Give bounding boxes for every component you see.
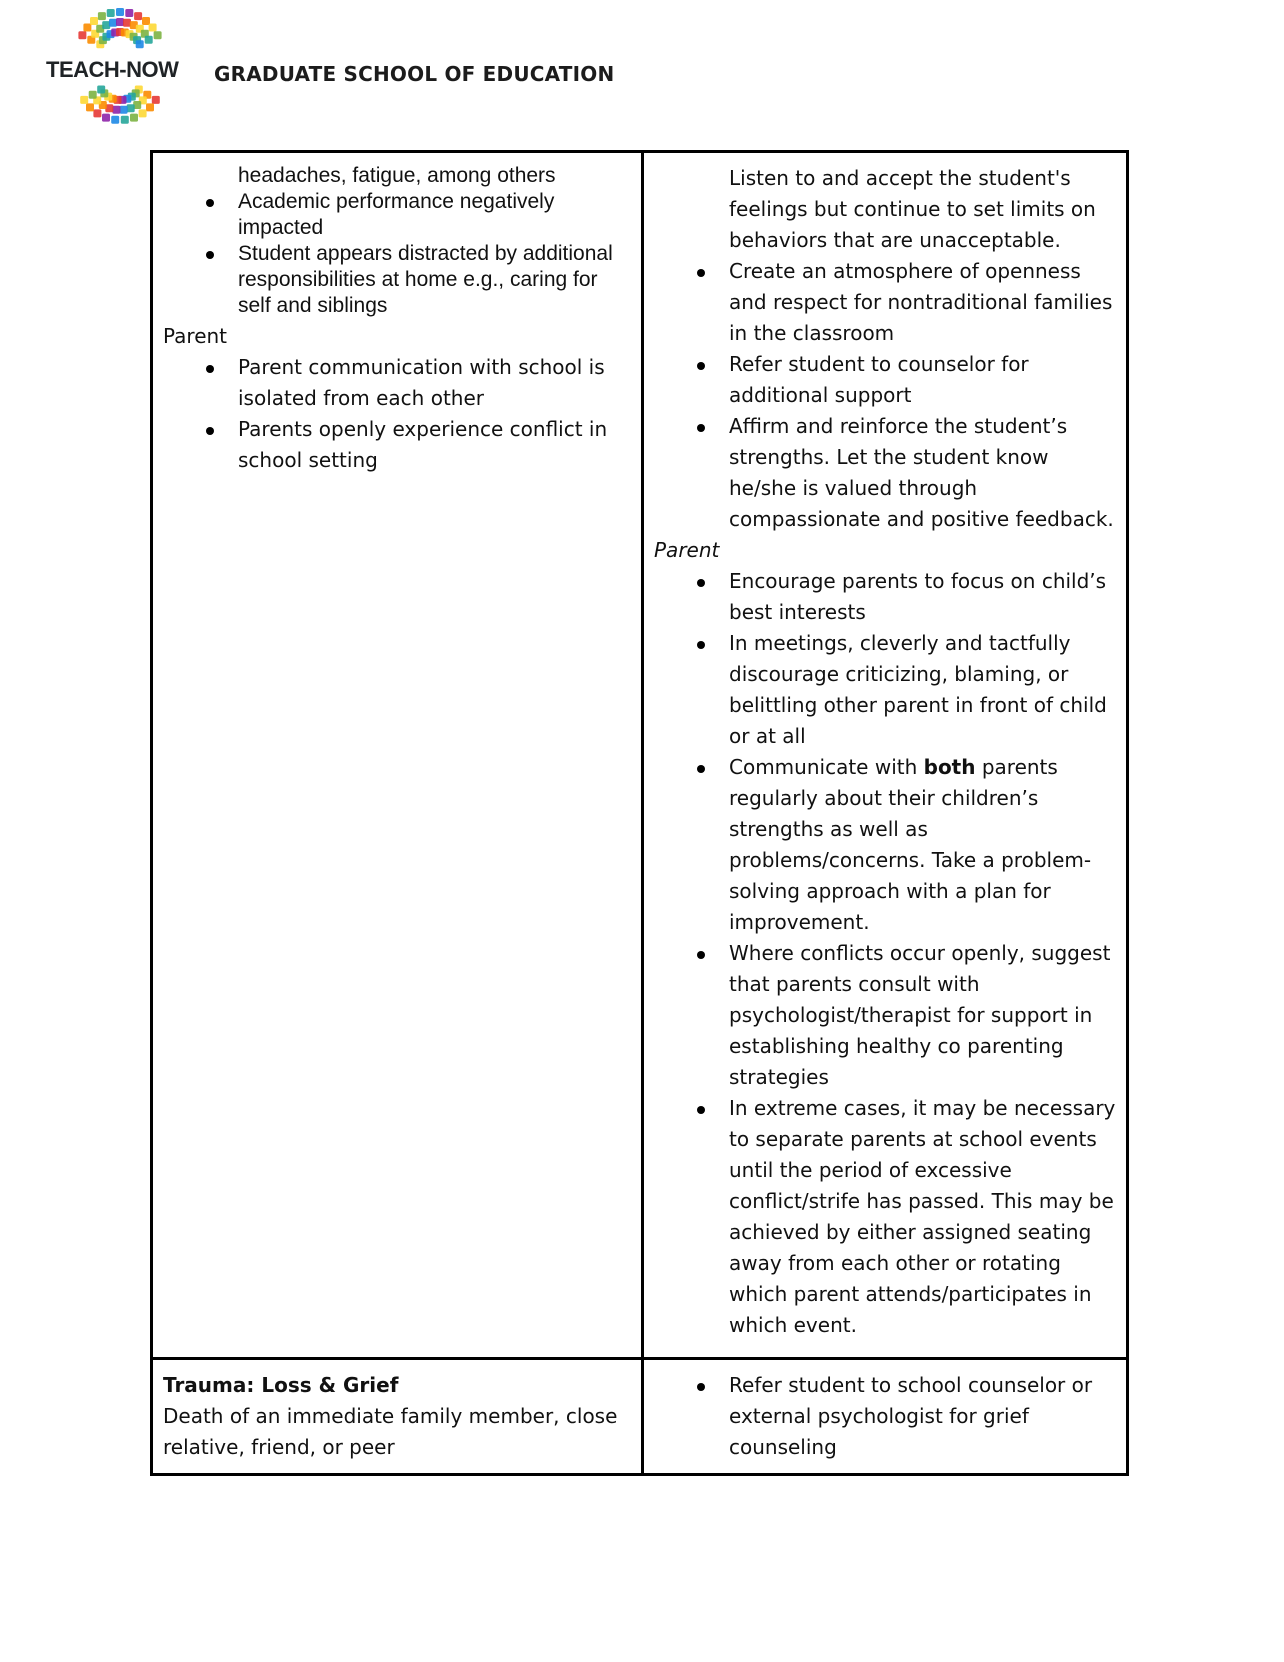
logo-tile bbox=[90, 17, 98, 25]
logo-tile bbox=[98, 12, 106, 20]
section-title: Trauma: Loss & Grief bbox=[163, 1373, 399, 1397]
logo-tile bbox=[136, 40, 144, 48]
signs-cell bbox=[152, 152, 643, 1359]
logo-tile bbox=[152, 96, 160, 104]
logo-tile bbox=[86, 103, 94, 111]
logo-tile bbox=[102, 114, 110, 122]
table-row bbox=[152, 152, 1128, 1359]
logo-tile bbox=[93, 109, 101, 117]
parent-signs-list bbox=[163, 352, 633, 476]
logo-tile bbox=[78, 31, 86, 39]
logo-tile bbox=[146, 103, 154, 111]
parent-heading: Parent bbox=[163, 324, 228, 348]
logo-tile bbox=[142, 17, 150, 25]
logo-tile bbox=[154, 31, 162, 39]
list-item: Parents openly experience conflict in school setting bbox=[163, 414, 633, 476]
logo-tile bbox=[112, 106, 120, 114]
logo-tile bbox=[83, 24, 91, 32]
trauma-strategies-cell bbox=[643, 1359, 1128, 1475]
list-item: Encourage parents to focus on child’s best interests bbox=[654, 566, 1118, 628]
brand-name: TEACH-NOW bbox=[46, 57, 179, 82]
page-header bbox=[44, 8, 644, 128]
logo-tile bbox=[116, 8, 124, 16]
logo-tile bbox=[145, 36, 153, 44]
list-item: Where conflicts occur openly, suggest that parents consult with psychologist/therapist for support in establishing healthy co parenting strategies bbox=[654, 938, 1118, 1093]
list-item: Affirm and reinforce the student’s strengths. Let the student know he/she is valued through compassionate and positive feedback. bbox=[654, 411, 1118, 535]
strategies-cell bbox=[643, 152, 1128, 1359]
logo-tile bbox=[97, 86, 105, 94]
student-strategies-list bbox=[654, 256, 1118, 535]
grief-strategies-list bbox=[654, 1370, 1118, 1463]
trauma-cell bbox=[152, 1359, 643, 1475]
logo-tile bbox=[116, 18, 124, 26]
logo-tile bbox=[134, 12, 142, 20]
list-item: In extreme cases, it may be necessary to separate parents at school events until the period of excessive conflict/strife has passed. This may be achieved by either assigned seating away from each other or rotating which parent attends/participates in which event. bbox=[654, 1093, 1118, 1341]
table-row bbox=[152, 1359, 1128, 1475]
parent-strategies-list bbox=[654, 566, 1118, 1341]
logo-tile bbox=[121, 116, 129, 124]
logo-tile bbox=[109, 19, 117, 27]
logo-tile bbox=[130, 114, 138, 122]
student-signs-list bbox=[163, 189, 633, 319]
logo-tile bbox=[80, 96, 88, 104]
list-item: Academic performance negatively impacted bbox=[163, 189, 633, 241]
emphasis-both: both bbox=[923, 755, 976, 779]
continued-text: headaches, fatigue, among others bbox=[238, 164, 556, 187]
list-item: Student appears distracted by additional responsibilities at home e.g., caring for self and siblings bbox=[163, 241, 633, 319]
list-item: Refer student to counselor for additional support bbox=[654, 349, 1118, 411]
logo-tile bbox=[149, 24, 157, 32]
list-item: In meetings, cleverly and tactfully discourage criticizing, blaming, or belittling other parent in front of child or at all bbox=[654, 628, 1118, 752]
section-description: Death of an immediate family member, close relative, friend, or peer bbox=[163, 1404, 618, 1459]
logo-tile bbox=[139, 109, 147, 117]
logo-tile bbox=[127, 104, 135, 112]
continued-text: Listen to and accept the student's feelings but continue to set limits on behaviors that are unacceptable. bbox=[729, 166, 1096, 252]
logo-tile bbox=[111, 116, 119, 124]
content-table bbox=[150, 150, 1129, 1476]
logo-tile bbox=[89, 91, 97, 99]
list-item: Refer student to school counselor or external psychologist for grief counseling bbox=[654, 1370, 1118, 1463]
logo-tile bbox=[125, 9, 133, 17]
list-item: Communicate with both parents regularly about their children’s strengths as well as problems/concerns. Take a problem-solving approach with a plan for improvement. bbox=[654, 752, 1118, 938]
logo-tile bbox=[120, 106, 128, 114]
parent-heading: Parent bbox=[654, 538, 720, 562]
school-name: GRADUATE SCHOOL OF EDUCATION bbox=[214, 62, 615, 86]
list-item: Create an atmosphere of openness and respect for nontraditional families in the classroom bbox=[654, 256, 1118, 349]
logo-tile bbox=[107, 9, 115, 17]
list-item: Parent communication with school is isolated from each other bbox=[163, 352, 633, 414]
